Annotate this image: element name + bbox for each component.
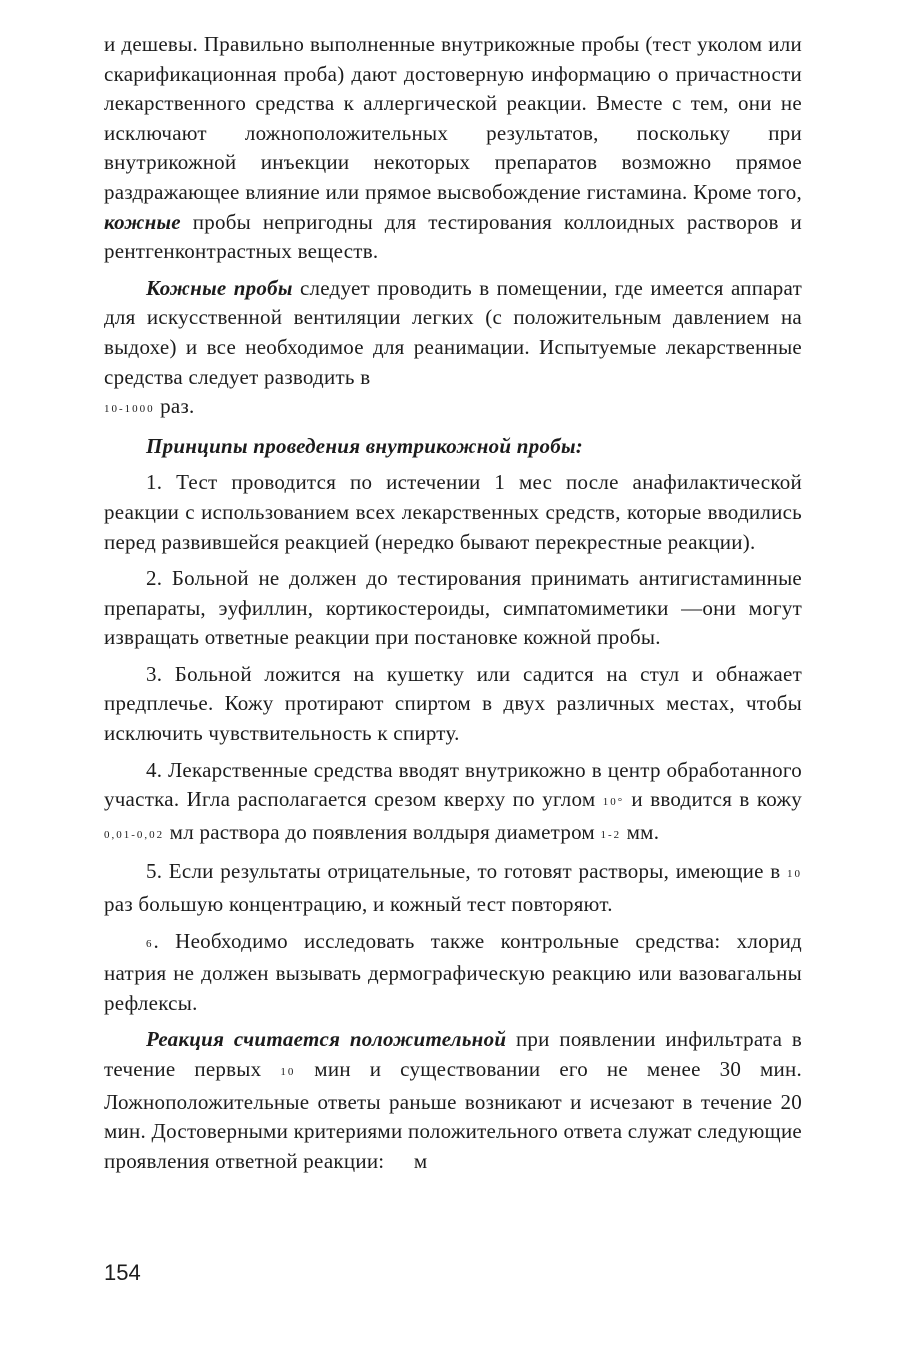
section-heading — [104, 432, 802, 462]
list-item-2: 2. Больной не должен до тестирования принимать антигистаминные препараты, эуфиллин, кортикостероиды, симпатомиметики —они могут извращать ответные реакции при постановке кожной пробы. — [104, 566, 802, 650]
list-item-5-text-a: 5. Если результаты отрицательные, то готовят растворы, имеющие в — [146, 859, 781, 884]
emphasis-skin-tests-2: Кожные пробы — [146, 275, 293, 300]
list-item-6-text: . Необходимо исследовать также контрольные средства: хлорид натрия не должен вызывать дермографическую реакцию или вазовагальны рефлексы. — [104, 928, 802, 1015]
paragraph-2 — [104, 274, 802, 425]
paragraph-last-tail: м — [413, 1148, 428, 1173]
paragraph-1-text: и дешевы. Правильно выполненные внутрикожные пробы (тест уколом или скарификационная проба) дают достоверную информацию о причастности лекарственного средства к аллергической реакции. Вместе с тем, они не исключают ложноположительных результатов, поскольку при внутрикожной инъекции некоторых препаратов возможно прямое раздражающее влияние или прямое высвобождение гистамина. Кроме того, — [104, 32, 802, 204]
list-item-6 — [104, 927, 802, 1019]
paragraph-1-end: пробы непригодны для тестирования коллоидных растворов и рентгенконтрастных веществ. — [104, 209, 802, 264]
minutes-value: 10 — [280, 1066, 296, 1078]
list-item-1: 1. Тест проводится по истечении 1 мес после анафилактической реакции с использованием всех лекарственных средств, которые вводились перед развившейся реакцией (нередко бывают перекрестные реакции). — [104, 470, 802, 554]
paragraph-1 — [104, 30, 802, 267]
emphasis-positive-reaction: Реакция считается положительной — [146, 1027, 507, 1052]
volume-value: 0,01-0,02 — [104, 828, 165, 841]
list-item-4-text-a: 4. Лекарственные средства вводят внутрикожно в центр обработанного участка. Игла располагается срезом кверху по углом — [104, 757, 802, 812]
list-item-4-text-c: мл раствора до появления волдыря диаметром — [169, 819, 595, 844]
list-item-4 — [104, 756, 802, 851]
section-heading-text: Принципы проведения внутрикожной пробы: — [146, 433, 584, 458]
list-item-5-text-b: раз большую концентрацию, и кожный тест повторяют. — [104, 892, 613, 917]
dilution-range: 10-1000 — [104, 403, 155, 416]
list-item-6-number: 6 — [146, 937, 154, 950]
emphasis-skin-tests: кожные — [104, 209, 181, 234]
list-item-3: 3. Больной ложится на кушетку или садится на стул и обнажает предплечье. Кожу протирают спиртом в двух различных местах, чтобы исключить чувствительность к спирту. — [104, 661, 802, 746]
paragraph-last-text-a: при появлении инфильтрата в течение первых — [104, 1027, 803, 1081]
list-item-4-text-d: мм. — [626, 819, 660, 844]
concentration-factor: 10 — [787, 868, 803, 881]
paragraph-2-text: следует проводить в помещении, где имеется аппарат для искусственной вентиляции легких (с положительным давлением на выдохе) и все необходимое для реанимации. Испытуемые лекарственные средства следует разводить в — [104, 275, 802, 389]
paragraph-last-text-b: мин и существовании его не менее 30 мин. Ложноположительные ответы раньше возникают и исчезают в течение 20 мин. Достоверными критериями положительного ответа служат следующие проявления ответной реакции: — [104, 1057, 803, 1173]
diameter-value: 1-2 — [600, 828, 622, 841]
list-item-4-text-b: и вводится в кожу — [631, 787, 803, 812]
paragraph-2-end: раз. — [160, 394, 195, 419]
page-number: 154 — [104, 1260, 141, 1285]
list-item-5 — [104, 857, 802, 919]
paragraph-last — [104, 1025, 802, 1176]
page-body — [104, 30, 802, 1183]
angle-value: 10° — [602, 796, 625, 809]
